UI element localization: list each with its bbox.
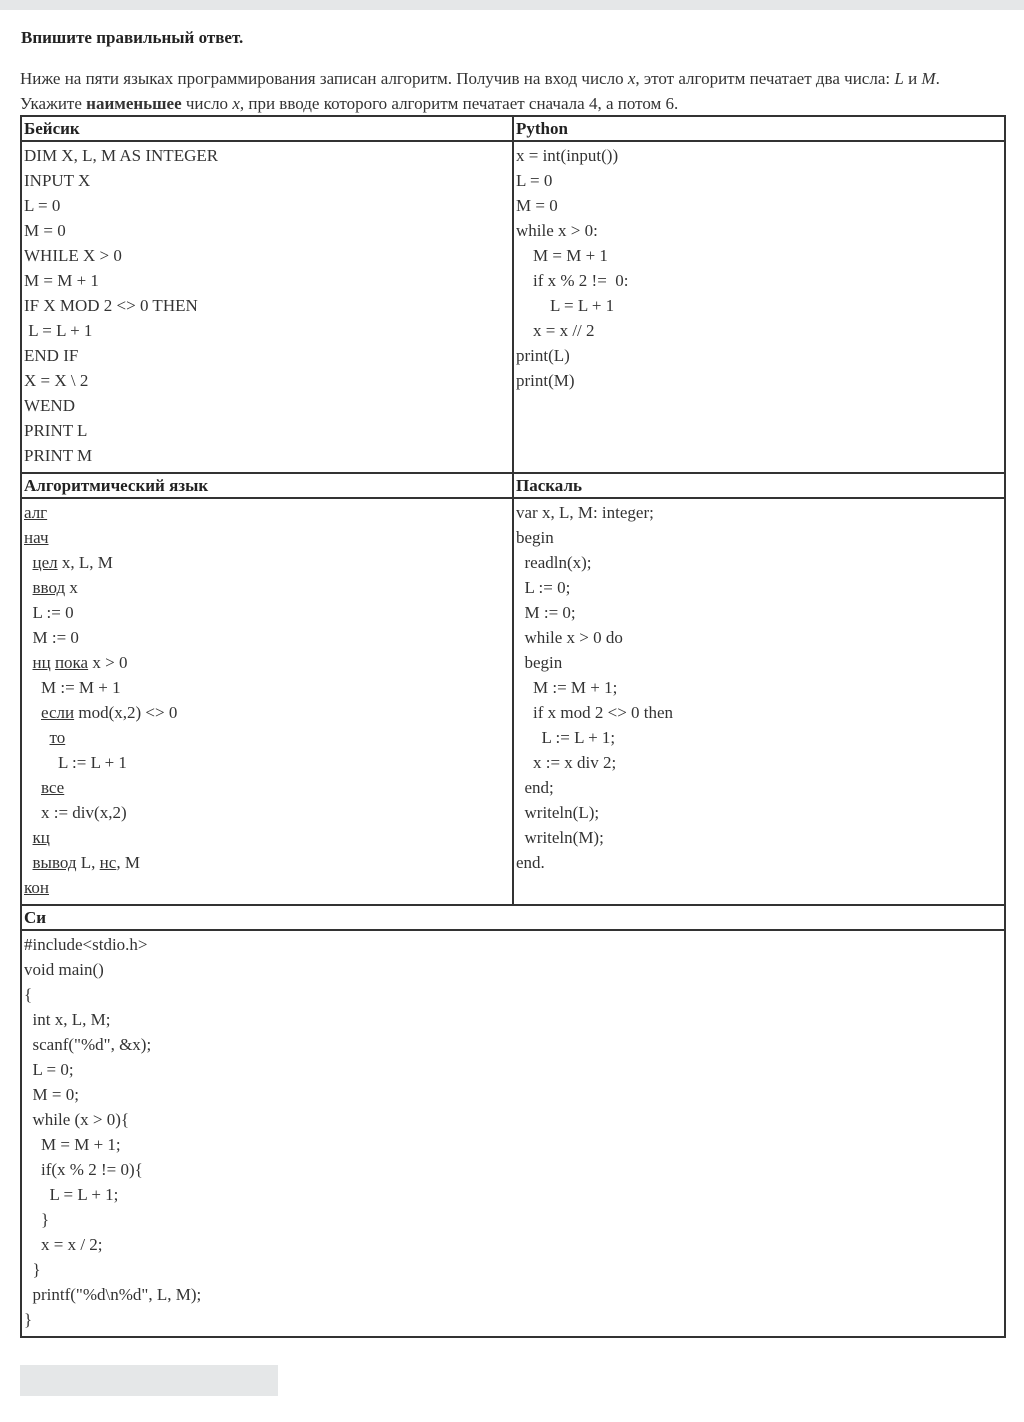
- code-text: mod(x,2) <> 0: [74, 703, 178, 722]
- code-text: M := 0: [24, 628, 79, 647]
- task-text-part: и: [903, 69, 922, 88]
- pascal-header: Паскаль: [513, 473, 1005, 498]
- keyword: если: [41, 703, 75, 722]
- code-line: IF X MOD 2 <> 0 THEN: [24, 296, 198, 315]
- pascal-code: [513, 498, 1005, 905]
- top-bar: [0, 0, 1024, 10]
- keyword: нач: [24, 528, 49, 547]
- code-text: L,: [76, 853, 100, 872]
- code-text: M := M + 1: [24, 678, 121, 697]
- code-text: , M: [116, 853, 140, 872]
- code-line: void main(): [24, 960, 104, 979]
- task-text: [20, 66, 1020, 116]
- code-line: x = x / 2;: [24, 1235, 103, 1254]
- code-line: L := L + 1;: [516, 728, 616, 747]
- code-line: M = M + 1;: [24, 1135, 121, 1154]
- code-line: end.: [516, 853, 545, 872]
- code-text: [24, 553, 33, 572]
- task-var-M: M: [921, 69, 936, 88]
- code-line: M := 0;: [516, 603, 576, 622]
- code-line: [24, 850, 510, 875]
- code-line: x := x div 2;: [516, 753, 617, 772]
- code-line: writeln(M);: [516, 828, 604, 847]
- code-line: [24, 675, 510, 700]
- code-line: L = 0;: [24, 1060, 74, 1079]
- code-text: [24, 778, 41, 797]
- code-text: [24, 828, 33, 847]
- task-text-part: .: [935, 69, 940, 88]
- code-line: L = 0: [516, 171, 553, 190]
- code-line: M = M + 1: [516, 246, 608, 265]
- code-line: L = 0: [24, 196, 61, 215]
- code-line: print(M): [516, 371, 575, 390]
- code-line: scanf("%d", &x);: [24, 1035, 152, 1054]
- c-header: Си: [21, 905, 1005, 930]
- code-line: [24, 825, 510, 850]
- keyword: кц: [32, 828, 50, 847]
- code-line: print(L): [516, 346, 570, 365]
- code-line: if(x % 2 != 0){: [24, 1160, 143, 1179]
- code-line: {: [24, 985, 33, 1004]
- code-line: }: [24, 1260, 41, 1279]
- instruction-heading: Впишите правильный ответ.: [21, 28, 244, 47]
- code-line: if x % 2 != 0:: [516, 271, 629, 290]
- algo-header: Алгоритмический язык: [21, 473, 513, 498]
- code-line: L = L + 1: [516, 296, 615, 315]
- keyword: вывод: [32, 853, 77, 872]
- keyword: нс: [99, 853, 117, 872]
- code-text: L := L + 1: [24, 753, 127, 772]
- basic-header: Бейсик: [21, 116, 513, 141]
- task-text-part: , при вводе которого алгоритм печатает сначала 4, а потом 6.: [239, 94, 679, 113]
- code-line: if x mod 2 <> 0 then: [516, 703, 674, 722]
- keyword: алг: [24, 503, 48, 522]
- code-line: M = 0;: [24, 1085, 79, 1104]
- code-line: [24, 725, 510, 750]
- code-line: X = X \ 2: [24, 371, 89, 390]
- python-header: Python: [513, 116, 1005, 141]
- code-line: [24, 600, 510, 625]
- task-emphasis: наименьшее: [86, 94, 182, 113]
- code-line: L = L + 1: [24, 321, 93, 340]
- code-line: M = 0: [516, 196, 558, 215]
- code-line: END IF: [24, 346, 79, 365]
- code-line: M = 0: [24, 221, 66, 240]
- code-line: begin: [516, 653, 563, 672]
- c-code: [21, 930, 1005, 1337]
- task-text-part: , этот алгоритм печатает два числа:: [635, 69, 895, 88]
- code-line: L = L + 1;: [24, 1185, 119, 1204]
- code-line: while x > 0:: [516, 221, 598, 240]
- keyword: то: [49, 728, 66, 747]
- code-line: }: [24, 1310, 33, 1329]
- code-line: x = int(input()): [516, 146, 619, 165]
- code-line: WHILE X > 0: [24, 246, 122, 265]
- code-line: while x > 0 do: [516, 628, 623, 647]
- code-text: x: [65, 578, 78, 597]
- task-text-part: число: [181, 94, 233, 113]
- code-line: DIM X, L, M AS INTEGER: [24, 146, 219, 165]
- code-line: [24, 775, 510, 800]
- code-text: x := div(x,2): [24, 803, 127, 822]
- code-line: x = x // 2: [516, 321, 595, 340]
- code-text: [24, 578, 33, 597]
- keyword: все: [41, 778, 65, 797]
- code-line: end;: [516, 778, 554, 797]
- code-line: [24, 525, 510, 550]
- code-line: [24, 650, 510, 675]
- code-line: begin: [516, 528, 554, 547]
- code-line: PRINT M: [24, 446, 93, 465]
- task-var-x: x: [627, 69, 636, 88]
- python-code: [513, 141, 1005, 473]
- code-line: }: [24, 1210, 50, 1229]
- code-line: WEND: [24, 396, 75, 415]
- code-line: [24, 575, 510, 600]
- code-line: writeln(L);: [516, 803, 600, 822]
- code-line: [24, 800, 510, 825]
- code-line: [24, 500, 510, 525]
- code-line: while (x > 0){: [24, 1110, 130, 1129]
- code-text: [24, 653, 33, 672]
- answer-input[interactable]: [20, 1365, 278, 1396]
- code-line: M := M + 1;: [516, 678, 618, 697]
- code-table: [20, 115, 1006, 1338]
- keyword: цел: [32, 553, 58, 572]
- code-line: [24, 625, 510, 650]
- code-line: [24, 550, 510, 575]
- code-line: [24, 750, 510, 775]
- code-text: [24, 728, 50, 747]
- code-line: int x, L, M;: [24, 1010, 111, 1029]
- code-line: readln(x);: [516, 553, 592, 572]
- code-text: L := 0: [24, 603, 74, 622]
- keyword: пока: [54, 653, 89, 672]
- code-text: [24, 703, 41, 722]
- code-line: INPUT X: [24, 171, 91, 190]
- keyword: кон: [24, 878, 49, 897]
- algo-code: [21, 498, 513, 905]
- code-text: [24, 853, 33, 872]
- code-line: M = M + 1: [24, 271, 99, 290]
- code-line: L := 0;: [516, 578, 571, 597]
- code-line: [24, 700, 510, 725]
- keyword: ввод: [32, 578, 66, 597]
- task-text-part: Ниже на пяти языках программирования записан алгоритм. Получив на вход число: [20, 69, 628, 88]
- basic-code: [21, 141, 513, 473]
- code-text: x > 0: [88, 653, 128, 672]
- task-var-L: L: [894, 69, 904, 88]
- code-line: #include<stdio.h>: [24, 935, 148, 954]
- code-line: PRINT L: [24, 421, 88, 440]
- code-line: [24, 875, 510, 900]
- task-text-part: Укажите: [20, 94, 87, 113]
- code-text: x, L, M: [57, 553, 113, 572]
- keyword: нц: [32, 653, 51, 672]
- code-line: var x, L, M: integer;: [516, 503, 654, 522]
- code-line: printf("%d\n%d", L, M);: [24, 1285, 202, 1304]
- task-var-x: x: [232, 94, 240, 113]
